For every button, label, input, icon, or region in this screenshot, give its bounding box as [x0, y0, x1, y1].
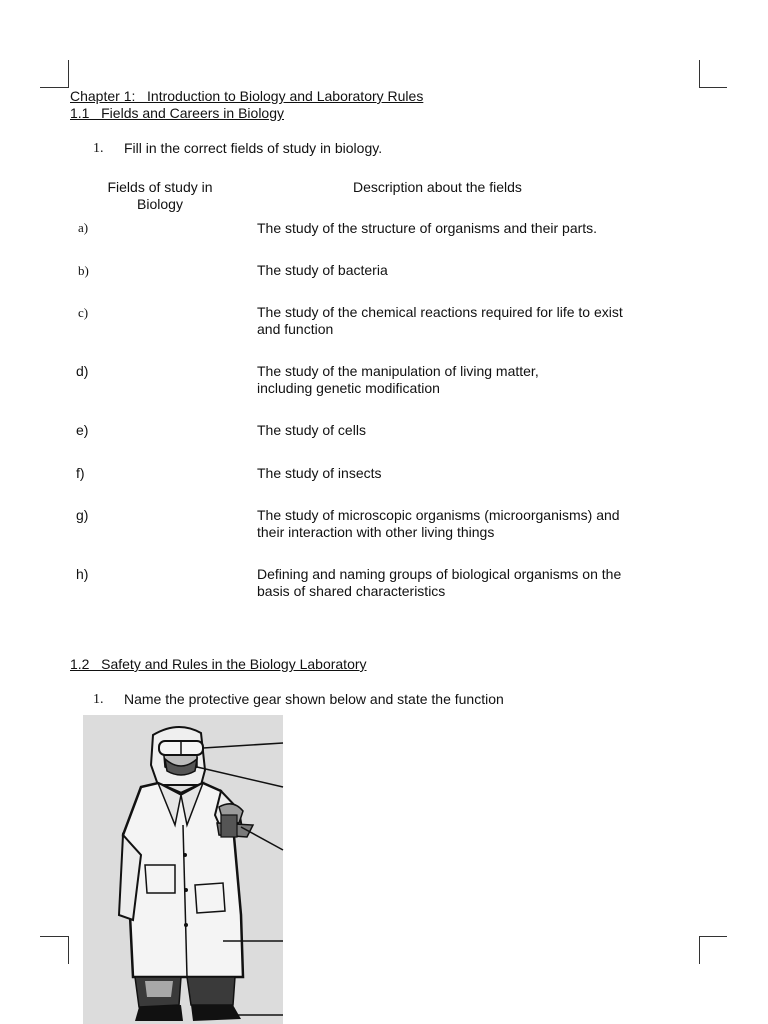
row-description-a: The study of the structure of organisms and their parts. [257, 220, 598, 236]
crop-mark-bottom-right-h [699, 936, 727, 937]
row-description-f: The study of insects [257, 465, 382, 481]
row-letter-e: e) [76, 422, 89, 438]
row-letter-a: a) [78, 220, 89, 235]
question-2-text: Name the protective gear shown below and state the function [124, 691, 504, 707]
crop-mark-bottom-left-v [68, 936, 69, 964]
column-header-fields-line1: Fields of study in [107, 179, 213, 195]
crop-mark-bottom-left-h [40, 936, 69, 937]
section-1-1-title: 1.1 Fields and Careers in Biology [70, 105, 284, 121]
row-description-b: The study of bacteria [257, 262, 388, 278]
row-letter-d: d) [76, 363, 89, 379]
pointer-line-gloves [241, 827, 283, 850]
section-1-2-title: 1.2 Safety and Rules in the Biology Laboratory [70, 656, 367, 672]
row-description-c: The study of the chemical reactions required for life to exist and function [257, 304, 623, 337]
row-description-h: Defining and naming groups of biological organisms on the basis of shared characteristics [257, 566, 622, 599]
row-letter-b: b) [78, 263, 89, 278]
column-header-fields-line2: Biology [137, 196, 183, 212]
question-1-number: 1. [93, 141, 104, 156]
row-description-g: The study of microscopic organisms (microorganisms) and their interaction with other living things [257, 507, 620, 540]
crop-mark-top-right-h [699, 87, 727, 88]
pointer-line-mask [197, 767, 283, 787]
row-letter-f: f) [76, 465, 85, 481]
chapter-title: Chapter 1: Introduction to Biology and Laboratory Rules [70, 88, 424, 104]
pointer-lines [83, 715, 293, 1024]
question-2-number: 1. [93, 692, 104, 707]
row-letter-g: g) [76, 507, 89, 523]
row-letter-h: h) [76, 566, 89, 582]
crop-mark-top-left-h [40, 87, 69, 88]
crop-mark-top-left-v [68, 60, 69, 88]
column-header-fields [80, 179, 240, 213]
column-header-description: Description about the fields [353, 179, 522, 195]
row-description-e: The study of cells [257, 422, 366, 438]
row-description-d: The study of the manipulation of living matter, including genetic modification [257, 363, 539, 396]
row-letter-c: c) [78, 305, 89, 320]
pointer-line-goggles [203, 743, 283, 748]
question-1-text: Fill in the correct fields of study in biology. [124, 140, 383, 156]
crop-mark-bottom-right-v [699, 936, 700, 964]
crop-mark-top-right-v [699, 60, 700, 88]
